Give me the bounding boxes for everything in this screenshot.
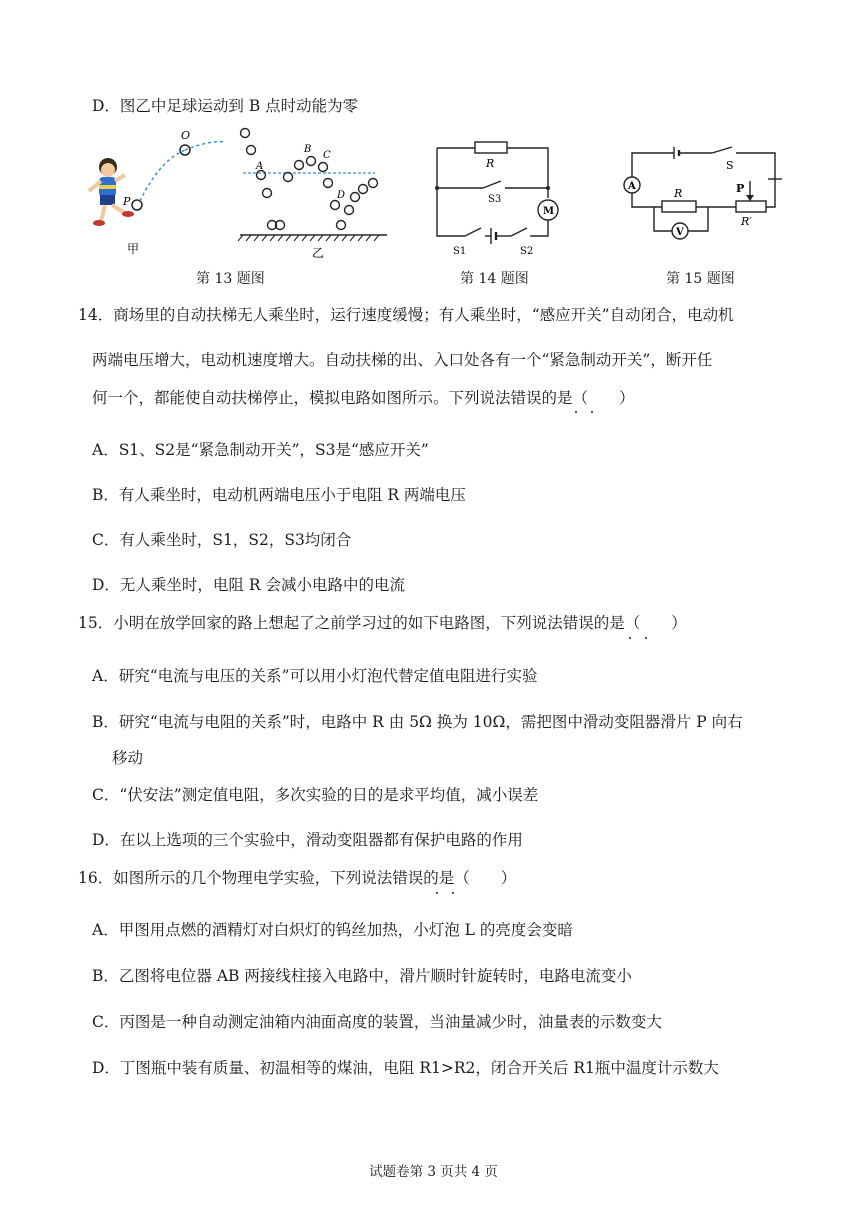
q15-option-d: D．在以上选项的三个实验中，滑动变阻器都有保护电路的作用 <box>92 831 523 849</box>
page-footer: 试题卷第 3 页共 4 页 <box>369 1164 498 1180</box>
q16-option-a: A．甲图用点燃的酒精灯对白炽灯的钨丝加热，小灯泡 L 的亮度会变暗 <box>92 921 573 939</box>
label-p: P <box>736 182 745 195</box>
label-rp: R′ <box>741 215 752 228</box>
label-o: O <box>181 129 191 142</box>
label-d: D <box>337 190 346 201</box>
label-s2: S2 <box>520 246 534 257</box>
q14-option-d: D．无人乘坐时，电阻 R 会减小电路中的电流 <box>92 576 405 594</box>
q14-stem-line1: 14．商场里的自动扶梯无人乘坐时，运行速度缓慢；有人乘坐时，“感应开关”自动闭合，电动机 <box>78 306 734 324</box>
q15-option-c: C．“伏安法”测定值电阻，多次实验的日的是求平均值，减小误差 <box>92 786 539 804</box>
motor-m: M <box>543 206 555 217</box>
q14-option-a: A．S1、S2是“紧急制动开关”，S3是“感应开关” <box>92 441 429 459</box>
label-s1: S1 <box>453 246 467 257</box>
q15-option-b-line2: 移动 <box>112 749 144 767</box>
boy-figure <box>89 158 134 226</box>
voltmeter-v: V <box>676 227 684 238</box>
q16-option-d: D．丁图瓶中装有质量、初温相等的煤油，电阻 R1>R2，闭合开关后 R1瓶中温度计示数大 <box>92 1059 719 1077</box>
ammeter-a: A <box>628 181 636 192</box>
figure-14 <box>425 138 565 258</box>
label-b: B <box>304 144 312 155</box>
emphasis-dot <box>591 411 593 413</box>
figure-13 <box>75 125 395 265</box>
q15-option-b-line1: B．研究“电流与电阻的关系”时，电路中 R 由 5Ω 换为 10Ω，需把图中滑动变阻器滑片 P 向右 <box>92 713 743 731</box>
emphasis-dot <box>575 411 577 413</box>
label-s3: S3 <box>488 194 502 205</box>
q16-stem: 16．如图所示的几个物理电学实验，下列说法错误的是（ ） <box>78 869 517 887</box>
q13-option-d: D．图乙中足球运动到 B 点时动能为零 <box>92 97 359 115</box>
label-r: R <box>486 157 495 170</box>
label-c: C <box>323 150 331 161</box>
emphasis-dot <box>629 637 631 639</box>
label-s: S <box>726 159 734 172</box>
emphasis-dot <box>645 637 647 639</box>
ball-p <box>132 200 142 210</box>
caption-fig15: 第 15 题图 <box>666 271 735 287</box>
q14-option-b: B．有人乘坐时，电动机两端电压小于电阻 R 两端电压 <box>92 486 466 504</box>
caption-fig13: 第 13 题图 <box>196 271 265 287</box>
q15-option-a: A．研究“电流与电压的关系”可以用小灯泡代替定值电阻进行实验 <box>92 667 538 685</box>
q14-stem-line2: 两端电压增大，电动机速度增大。自动扶梯的出、入口处各有一个“紧急制动开关”，断开任 <box>92 351 713 369</box>
q16-option-b: B．乙图将电位器 AB 两接线柱接入电路中，滑片顺时针旋转时，电路电流变小 <box>92 967 632 985</box>
label-p: P <box>123 195 131 208</box>
q14-option-c: C．有人乘坐时，S1，S2，S3均闭合 <box>92 531 352 549</box>
label-r: R <box>674 187 683 200</box>
label-yi: 乙 <box>312 246 325 260</box>
label-a: A <box>256 161 264 172</box>
emphasis-dot <box>452 892 454 894</box>
label-jia: 甲 <box>127 242 140 256</box>
q15-stem: 15．小明在放学回家的路上想起了之前学习过的如下电路图，下列说法错误的是（ ） <box>78 614 687 632</box>
emphasis-dot <box>436 892 438 894</box>
q14-stem-line3: 何一个，都能使自动扶梯停止，模拟电路如图所示。下列说法错误的是（ ） <box>92 389 635 407</box>
q16-option-c: C．丙图是一种自动测定油箱内油面高度的装置，当油量减少时，油量表的示数变大 <box>92 1013 662 1031</box>
figure-15 <box>618 145 788 250</box>
caption-fig14: 第 14 题图 <box>460 271 529 287</box>
